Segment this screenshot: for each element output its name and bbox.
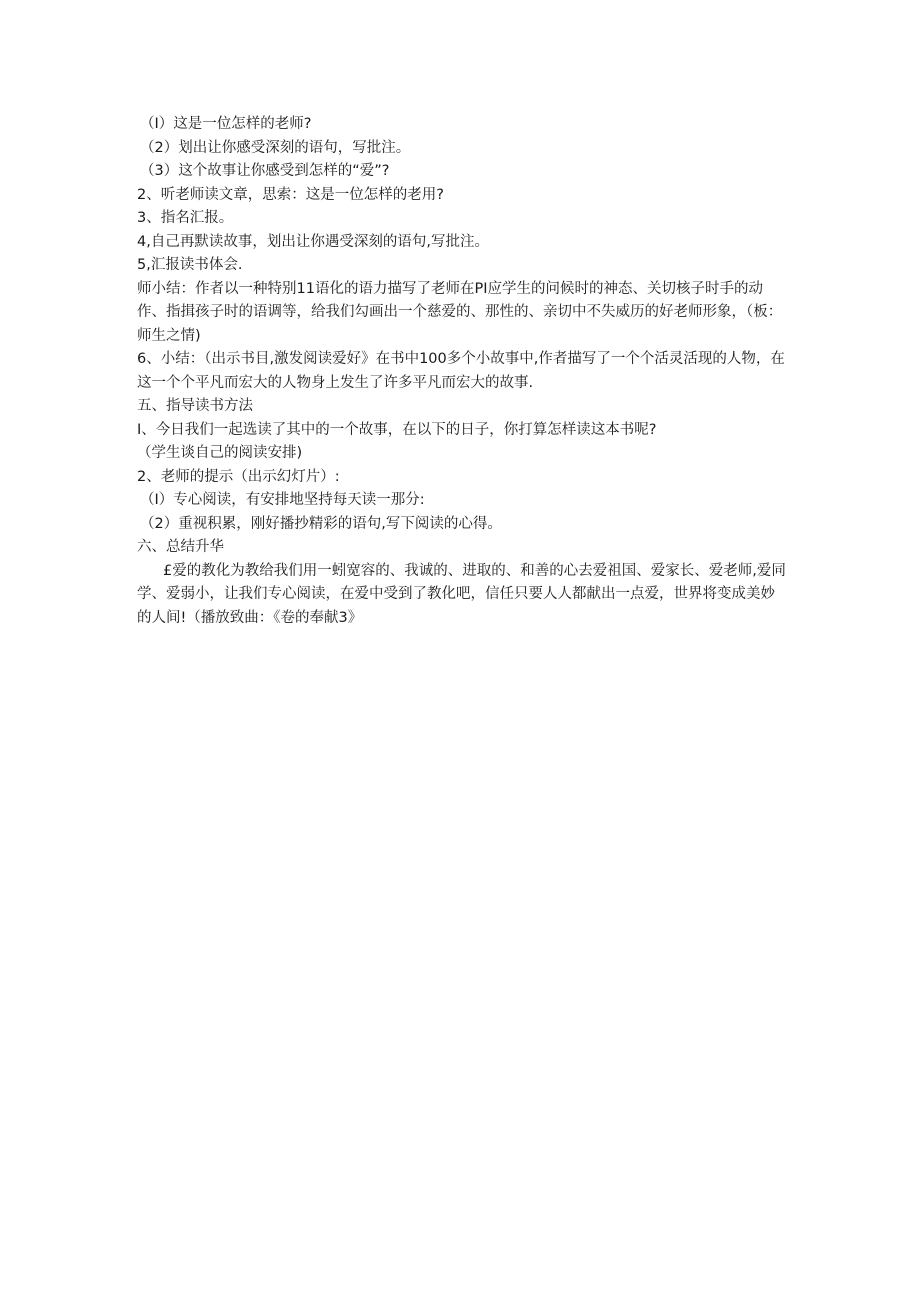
section-5-heading: 五、指导读书方法: [137, 398, 253, 414]
step-3: 3、指名汇报。: [137, 210, 234, 226]
question-2: （2）划出让你感受深刻的语句，写批注。: [140, 139, 411, 156]
step-5: 5,汇报读书体会.: [137, 257, 243, 273]
teacher-summary: 师小结：作者以一种特别11语化的语力描写了老师在PI应学生的问候时的神态、关切核子时手的动作、指揖孩子时的语调等，给我们勾画出一个慈爱的、那性的、亲切中不失威历的好老师形象，（板：师生之情): [137, 280, 783, 344]
section-5-question-1-note: （学生谈自己的阅读安排): [137, 445, 303, 461]
question-1: （I）这是一位怎样的老师?: [140, 116, 312, 132]
document-page: [137, 113, 787, 630]
step-6-summary: 6、小结：（出示书目,激发阅读爱好》在书中100多个小故事中,作者描写了一个个活灵活现的人物，在这一个个平凡而宏大的人物身上发生了许多平凡而宏大的故事.: [137, 351, 785, 391]
section-5-question-2: 2、老师的提示（出示幻灯片）:: [137, 468, 340, 485]
step-4: 4,自己再默读故事，划出让你遇受深刻的语句,写批注。: [137, 233, 489, 250]
section-6-paragraph: £爱的教化为教给我们用一蚓宽容的、我诚的、进取的、和善的心去爱祖国、爱家长、爱老师,爱同学、爱弱小，让我们专心阅读，在爱中受到了教化吧，信任只要人人都献出一点爱，世界将变成美妙的人间!（播放致曲：《卷的奉献3》: [137, 562, 786, 626]
section-5-question-1: I、今日我们一起选读了其中的一个故事，在以下的日子，你打算怎样读这本书呢?: [137, 421, 657, 438]
section-5-tip-1: （I）专心阅读，有安排地坚持每天读一那分:: [140, 492, 425, 508]
question-3: （3）这个故事让你感受到怎样的“爱”?: [140, 163, 390, 179]
section-6-heading: 六、总结升华: [137, 539, 224, 555]
section-5-tip-2: （2）重视积累，刚好播抄精彩的语句,写下阅读的心得。: [140, 515, 502, 532]
step-2: 2、听老师读文章，思索：这是一位怎样的老用?: [137, 186, 444, 203]
